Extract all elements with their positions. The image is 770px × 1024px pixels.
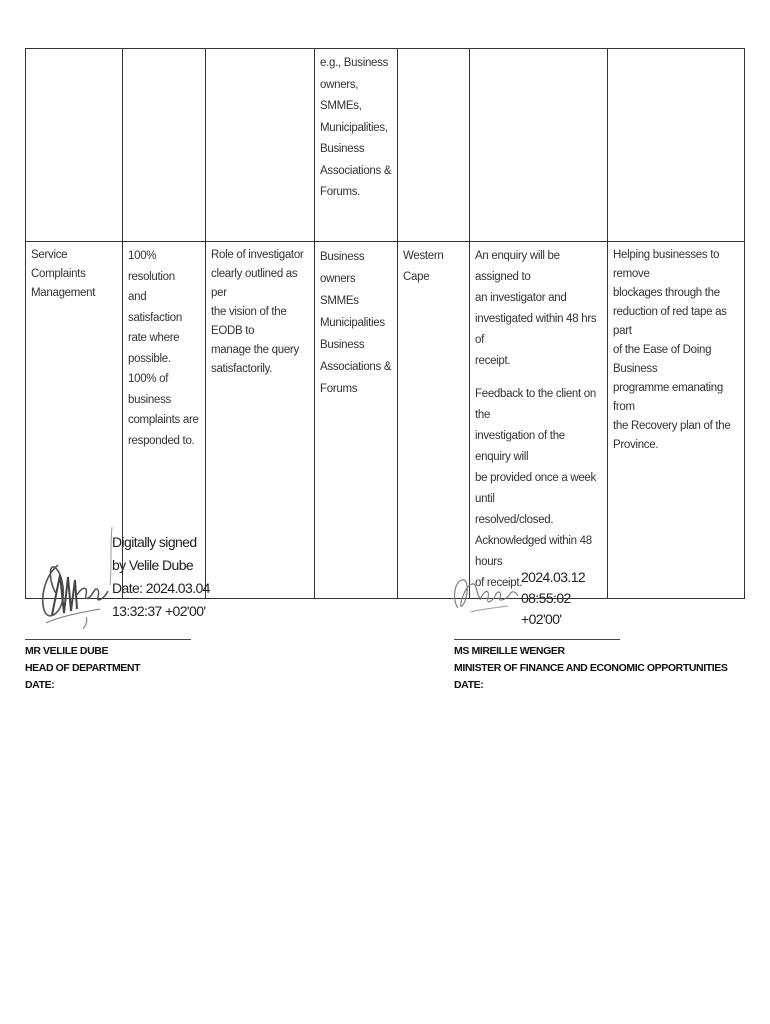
cell-line: satisfactorily.	[211, 363, 273, 375]
handwritten-signature-wenger	[448, 570, 520, 618]
signatory-details-minister	[454, 643, 727, 694]
cell-line: Associations &	[320, 164, 392, 177]
cell-line: responded to.	[128, 434, 195, 447]
cell-line: the vision of the EODB to	[211, 306, 287, 337]
table-cell	[206, 49, 315, 242]
cell-line: programme emanating from	[613, 382, 723, 413]
table-cell	[398, 49, 470, 242]
cell-line: e.g., Business	[320, 57, 389, 69]
paragraph-gap	[475, 372, 603, 384]
cell-line: Business	[320, 339, 365, 351]
signature-line: 13:32:37 +02'00'	[112, 603, 206, 619]
table-cell-impact	[608, 242, 745, 599]
cell-line: Helping businesses to remove	[613, 249, 720, 280]
cell-line: an investigator and	[475, 292, 567, 304]
cell-line: of the Ease of Doing Business	[613, 344, 712, 375]
cell-line: complaints are	[128, 414, 199, 426]
cell-line: Service Complaints	[31, 249, 86, 280]
cell-line: Municipalities	[320, 317, 385, 329]
signature-underline	[25, 639, 191, 640]
cell-line: Province.	[613, 439, 659, 451]
signatory-name: MS MIREILLE WENGER	[454, 645, 565, 657]
cell-line: of receipt.	[475, 577, 523, 589]
cell-line: 100% resolution	[128, 250, 175, 283]
date-label: DATE:	[25, 679, 55, 691]
cell-line: be provided once a week until	[475, 472, 596, 505]
cell-line: Business	[320, 143, 365, 155]
cell-line: rate where	[128, 332, 180, 344]
cell-line: investigated within 48 hrs of	[475, 313, 597, 346]
signatory-name: MR VELILE DUBE	[25, 645, 109, 657]
cell-line: Associations &	[320, 361, 392, 373]
cell-line: the Recovery plan of the	[613, 420, 731, 432]
cell-line: Feedback to the client on the	[475, 388, 596, 421]
handwritten-signature-dube	[38, 525, 118, 637]
cell-line: reduction of red tape as part	[613, 306, 727, 337]
cell-line: Business owners	[320, 251, 365, 285]
date-label: DATE:	[454, 679, 484, 691]
cell-line: investigation of the enquiry will	[475, 430, 565, 463]
signature-line: 2024.03.12	[521, 569, 586, 585]
cell-line: Municipalities,	[320, 121, 388, 134]
signatory-title: HEAD OF DEPARTMENT	[25, 662, 141, 674]
cell-line: clearly outlined as per	[211, 268, 298, 299]
cell-line: SMMEs	[320, 295, 359, 307]
cell-line: Role of investigator	[211, 249, 304, 261]
table-cell	[315, 49, 398, 242]
signatory-title: MINISTER OF FINANCE AND ECONOMIC OPPORTUNITIES	[454, 662, 728, 674]
cell-line: resolved/closed.	[475, 514, 554, 526]
digital-signature-date-wenger	[521, 567, 585, 630]
table-cell-beneficiaries	[315, 242, 398, 599]
table-row	[26, 49, 745, 242]
signature-line: +02'00'	[521, 611, 562, 627]
cell-line: Forums	[320, 383, 358, 395]
cell-line: owners,	[320, 78, 359, 91]
cell-line: 100% of business	[128, 373, 171, 406]
signature-underline	[454, 639, 620, 640]
signatory-details-hod	[25, 643, 140, 694]
signature-line: 08:55:02	[521, 590, 571, 606]
table-cell	[123, 49, 206, 242]
service-standards-table	[25, 48, 745, 599]
cell-line: manage the query	[211, 344, 299, 356]
cell-line: SMMEs,	[320, 100, 362, 112]
cell-line: possible.	[128, 352, 171, 365]
cell-line: blockages through the	[613, 287, 720, 299]
cell-line: An enquiry will be assigned to	[475, 250, 560, 283]
cell-line: Acknowledged within 48 hours	[475, 535, 592, 568]
table-cell-process	[470, 242, 608, 599]
cell-line: receipt.	[475, 355, 511, 367]
signature-line: Digitally signed	[112, 534, 197, 550]
cell-line: and satisfaction	[128, 291, 182, 324]
table-cell	[608, 49, 745, 242]
cell-line: Western Cape	[403, 250, 444, 283]
table-cell-region	[398, 242, 470, 599]
signature-line: by Velile Dube	[112, 557, 194, 573]
table-cell	[470, 49, 608, 242]
signature-line: Date: 2024.03.04	[112, 580, 210, 596]
digital-signature-text-dube	[112, 531, 210, 623]
cell-line: Forums.	[320, 186, 361, 198]
table-cell	[26, 49, 123, 242]
cell-line: Management	[31, 287, 96, 299]
table-cell-standard	[206, 242, 315, 599]
